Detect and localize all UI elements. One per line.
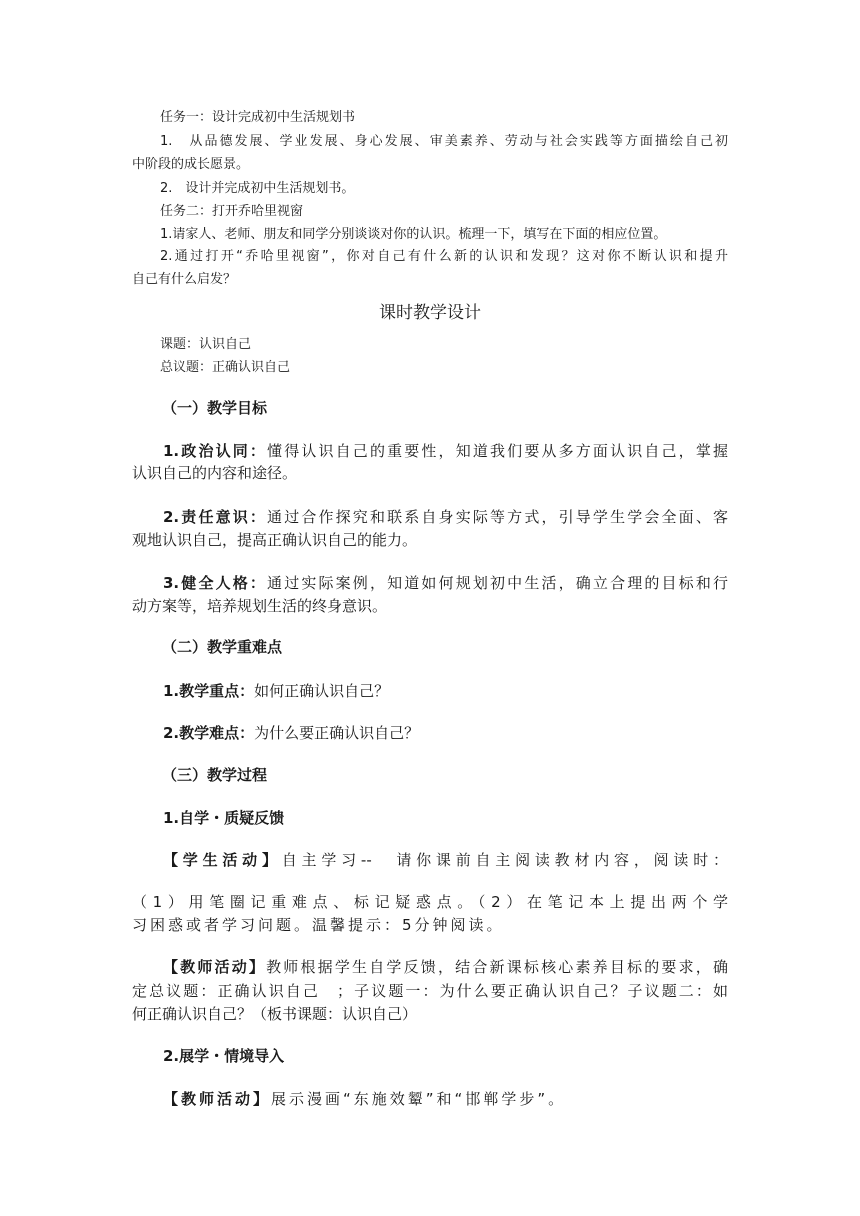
teacher-activity-line3: 何正确认识自己？（板书课题：认识自己） (132, 1005, 418, 1023)
goal1-line1: 1.政治认同：懂得认识自己的重要性，知道我们要从多方面认识自己，掌握 (163, 442, 728, 460)
difficult-point: 2.教学难点：为什么要正确认识自己？ (163, 724, 420, 742)
task2-item2-line2: 自己有什么启发？ (132, 272, 237, 287)
step2-heading: 2.展学・情境导入 (163, 1047, 285, 1065)
section3-heading: （三）教学过程 (162, 766, 268, 784)
goal3-line2: 动方案等，培养规划生活的终身意识。 (132, 597, 388, 615)
student-activity-line2: （1）用笔圈记重难点、标记疑惑点。（2）在笔记本上提出两个学 (132, 893, 728, 911)
goal2-line1: 2.责任意识：通过合作探究和联系自身实际等方式，引导学生学会全面、客 (163, 508, 728, 526)
teacher-activity-label: 【教师活动】 (163, 958, 267, 976)
task1-item2: 2. 设计并完成初中生活规划书。 (160, 181, 355, 196)
task2-item1: 1.请家人、老师、朋友和同学分别谈谈对你的认识。梳理一下，填写在下面的相应位置。 (160, 227, 667, 242)
teacher-activity-line1: 【教师活动】教师根据学生自学反馈，结合新课标核心素养目标的要求，确 (163, 958, 728, 976)
key-point: 1.教学重点：如何正确认识自己？ (163, 682, 390, 700)
student-activity-line3: 习困惑或者学习问题。温馨提示：5分钟阅读。 (132, 916, 505, 934)
task2-item2-line1: 2.通过打开“乔哈里视窗”，你对自己有什么新的认识和发现？这对你不断认识和提升 (160, 249, 728, 264)
step1-heading: 1.自学・质疑反馈 (163, 809, 285, 827)
goal3-label: 3.健全人格： (163, 574, 268, 592)
student-activity-label: 【学生活动】 (163, 851, 282, 869)
section2-heading: （二）教学重难点 (162, 638, 283, 656)
task1-title: 任务一：设计完成初中生活规划书 (160, 110, 356, 125)
doc-title: 课时教学设计 (379, 303, 481, 323)
overall-topic: 总议题：正确认识自己 (160, 360, 291, 375)
goal3-line1: 3.健全人格：通过实际案例，知道如何规划初中生活，确立合理的目标和行 (163, 574, 728, 592)
difficult-point-label: 2.教学难点： (163, 724, 255, 742)
goal1-label: 1.政治认同： (163, 442, 268, 460)
teacher-activity2: 【教师活动】展示漫画“东施效颦”和“邯郸学步”。 (163, 1090, 567, 1108)
task1-item1-line2: 中阶段的成长愿景。 (132, 157, 250, 172)
goal2-label: 2.责任意识： (163, 508, 268, 526)
goal1-line2: 认识自己的内容和途径。 (132, 464, 298, 482)
student-activity-line1: 【学生活动】自主学习-- 请你课前自主阅读教材内容，阅读时： (163, 851, 728, 869)
teacher-activity-line2: 定总议题：正确认识自己 ；子议题一：为什么要正确认识自己？子议题二：如 (132, 982, 728, 1000)
task2-title: 任务二：打开乔哈里视窗 (160, 204, 304, 219)
goal2-line2: 观地认识自己，提高正确认识自己的能力。 (132, 531, 418, 549)
teacher-activity2-label: 【教师活动】 (163, 1090, 272, 1108)
key-point-label: 1.教学重点： (163, 682, 255, 700)
lesson-title: 课题：认识自己 (160, 337, 252, 352)
task1-item1-line1: 1. 从品德发展、学业发展、身心发展、审美素养、劳动与社会实践等方面描绘自己初 (160, 134, 728, 149)
section1-heading: （一）教学目标 (162, 399, 268, 417)
